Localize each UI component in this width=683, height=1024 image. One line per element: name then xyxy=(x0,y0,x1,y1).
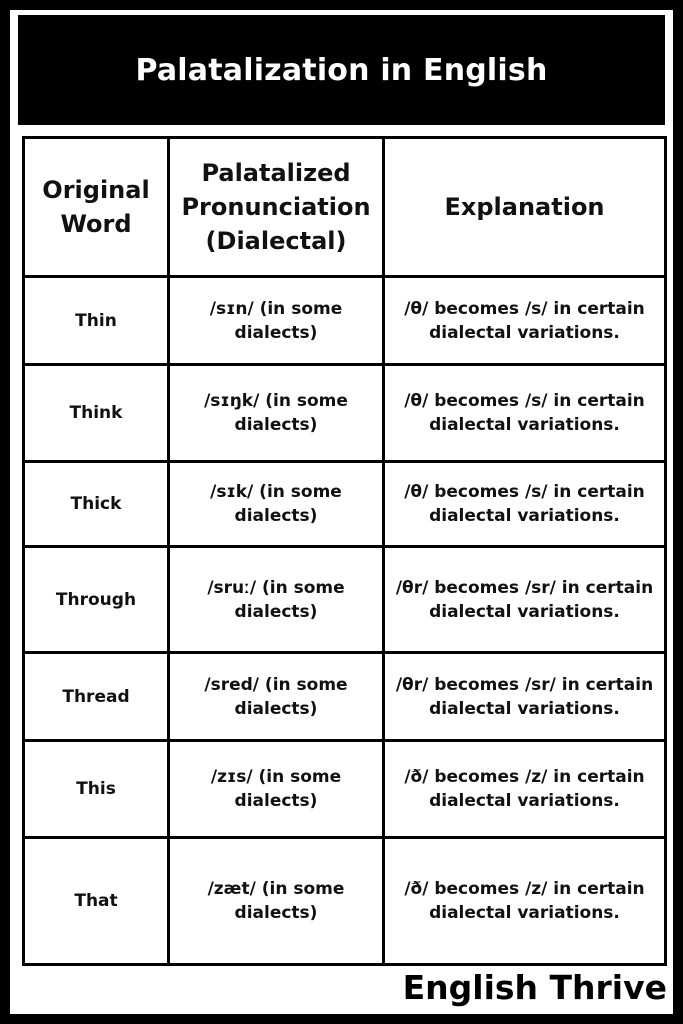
cell-pronunciation: /sɪk/ (in some dialects) xyxy=(169,462,384,547)
cell-pronunciation: /sɪŋk/ (in some dialects) xyxy=(169,365,384,462)
table-row xyxy=(24,653,666,741)
palatalization-table xyxy=(22,136,667,966)
cell-pronunciation: /sred/ (in some dialects) xyxy=(169,653,384,741)
cell-pronunciation: /sɪn/ (in some dialects) xyxy=(169,277,384,365)
cell-explanation: /ð/ becomes /z/ in certain dialectal variations. xyxy=(384,838,666,965)
table-row xyxy=(24,547,666,653)
cell-pronunciation: /zɪs/ (in some dialects) xyxy=(169,741,384,838)
cell-explanation: /θ/ becomes /s/ in certain dialectal variations. xyxy=(384,277,666,365)
cell-word: Thread xyxy=(24,653,169,741)
header-palatalized-pronunciation: Palatalized Pronunciation (Dialectal) xyxy=(169,138,384,277)
cell-pronunciation: /sruː/ (in some dialects) xyxy=(169,547,384,653)
brand-watermark: English Thrive xyxy=(402,968,667,1007)
cell-word: That xyxy=(24,838,169,965)
cell-explanation: /ð/ becomes /z/ in certain dialectal variations. xyxy=(384,741,666,838)
cell-explanation: /θr/ becomes /sr/ in certain dialectal variations. xyxy=(384,653,666,741)
cell-pronunciation: /zæt/ (in some dialects) xyxy=(169,838,384,965)
cell-word: Through xyxy=(24,547,169,653)
table-row xyxy=(24,741,666,838)
table-row xyxy=(24,277,666,365)
header-original-word: Original Word xyxy=(24,138,169,277)
table-row xyxy=(24,462,666,547)
cell-word: Think xyxy=(24,365,169,462)
cell-explanation: /θ/ becomes /s/ in certain dialectal variations. xyxy=(384,365,666,462)
table-header-row xyxy=(24,138,666,277)
header-explanation: Explanation xyxy=(384,138,666,277)
page-title: Palatalization in English xyxy=(18,15,665,125)
table-row xyxy=(24,365,666,462)
cell-explanation: /θr/ becomes /sr/ in certain dialectal variations. xyxy=(384,547,666,653)
cell-word: Thin xyxy=(24,277,169,365)
cell-word: This xyxy=(24,741,169,838)
table-row xyxy=(24,838,666,965)
cell-word: Thick xyxy=(24,462,169,547)
cell-explanation: /θ/ becomes /s/ in certain dialectal variations. xyxy=(384,462,666,547)
